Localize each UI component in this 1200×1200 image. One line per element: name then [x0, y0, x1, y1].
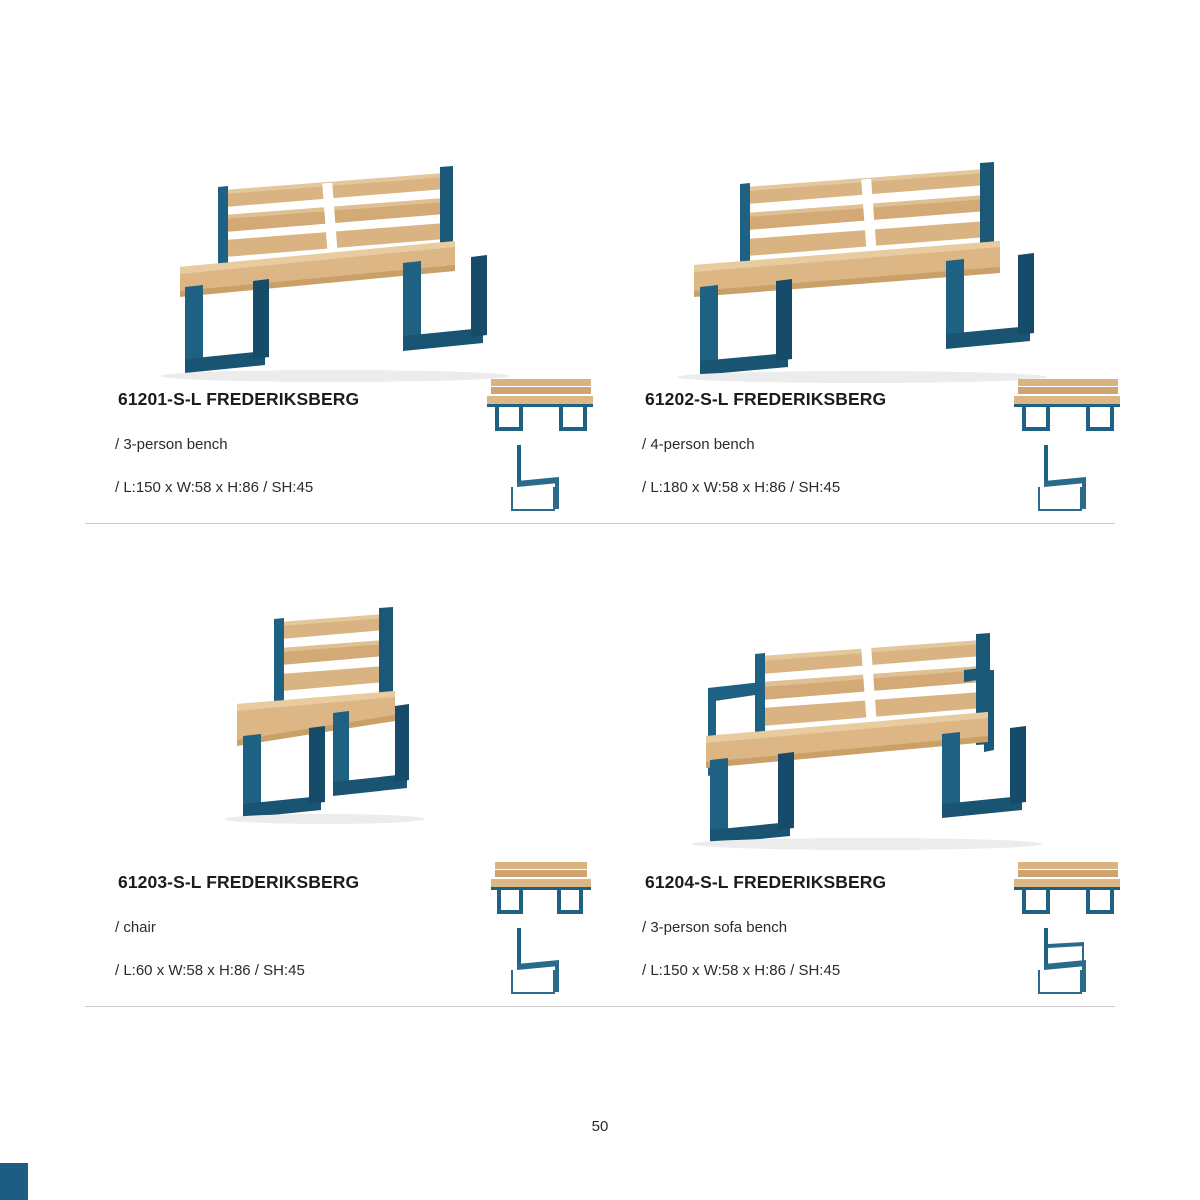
bench-front-elevation-icon [485, 377, 597, 433]
section-divider [85, 1006, 1115, 1007]
bench-front-elevation-icon [1012, 860, 1124, 916]
page-number: 50 [591, 1118, 609, 1135]
sofa-side-elevation-icon [1030, 926, 1092, 998]
product-dimensions: / L:150 x W:58 x H:86 / SH:45 [642, 962, 841, 979]
product-photo-61201 [85, 95, 615, 383]
product-photo-61203 [85, 578, 615, 866]
product-drawings [1012, 860, 1142, 1000]
product-card [612, 578, 1142, 1012]
bench-side-elevation-icon [503, 443, 565, 515]
product-dimensions: / L:150 x W:58 x H:86 / SH:45 [115, 479, 314, 496]
product-info [612, 389, 1142, 529]
product-description: / 3-person bench [115, 436, 228, 453]
product-drawings [1012, 377, 1142, 517]
product-photo-61202 [612, 95, 1142, 383]
bench-front-elevation-icon [485, 860, 597, 916]
product-code: 61204-S-L FREDERIKSBERG [645, 872, 887, 892]
product-description: / 4-person bench [642, 436, 755, 453]
product-info [85, 872, 615, 1012]
product-info [612, 872, 1142, 1012]
section-divider [85, 523, 1115, 524]
product-description: / chair [115, 919, 156, 936]
product-code: 61203-S-L FREDERIKSBERG [118, 872, 360, 892]
product-info [85, 389, 615, 529]
product-description: / 3-person sofa bench [642, 919, 788, 936]
product-photo-61204 [612, 578, 1142, 866]
product-card [85, 578, 615, 1012]
product-code: 61201-S-L FREDERIKSBERG [118, 389, 360, 409]
product-drawings [485, 377, 615, 517]
product-card [612, 95, 1142, 529]
product-code: 61202-S-L FREDERIKSBERG [645, 389, 887, 409]
product-card [85, 95, 615, 529]
corner-accent-mark [0, 1163, 28, 1200]
product-drawings [485, 860, 615, 1000]
bench-side-elevation-icon [503, 926, 565, 998]
product-dimensions: / L:180 x W:58 x H:86 / SH:45 [642, 479, 841, 496]
bench-front-elevation-icon [1012, 377, 1124, 433]
bench-side-elevation-icon [1030, 443, 1092, 515]
product-dimensions: / L:60 x W:58 x H:86 / SH:45 [115, 962, 305, 979]
